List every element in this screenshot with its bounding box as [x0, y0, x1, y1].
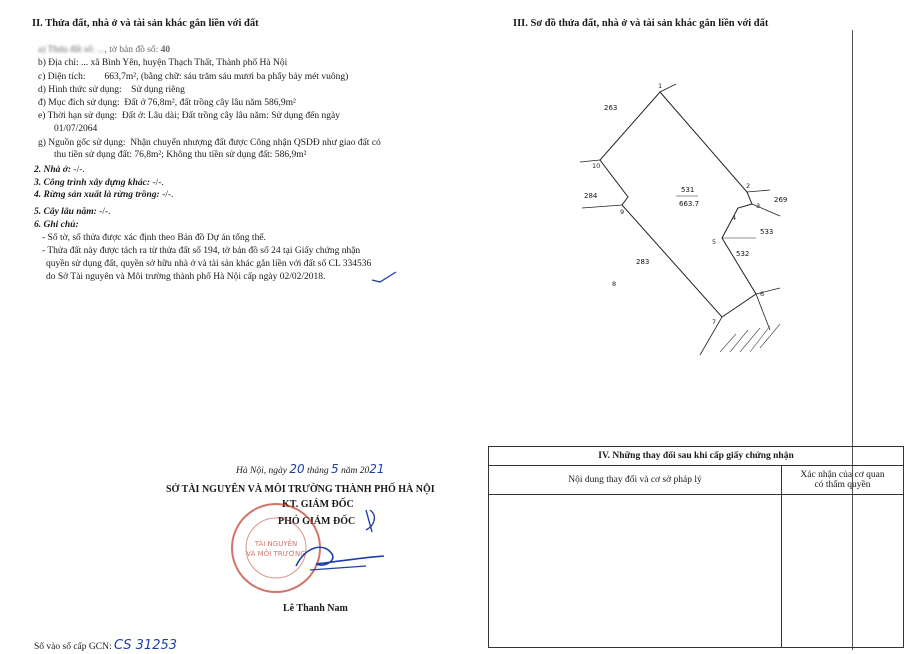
map-sheet-number: 40 [160, 45, 171, 55]
vertex-label: 2 [746, 182, 751, 190]
register-line: Số vào sổ cấp GCN: CS 31253 [34, 638, 178, 653]
svg-text:TÀI NGUYÊN: TÀI NGUYÊN [254, 540, 298, 548]
date-day: 20 [289, 462, 305, 476]
kt-director: KT. GIÁM ĐỐC [282, 499, 354, 510]
vertex-label: 5 [712, 238, 717, 246]
vertex-label: 6 [760, 290, 765, 298]
check-mark-icon [370, 270, 400, 286]
section-iii-title: III. Sơ đồ thửa đất, nhà ở và tài sản khác gắn liền với đất [513, 18, 769, 29]
boundary-line [700, 317, 722, 355]
changes-title: IV. Những thay đổi sau khi cấp giấy chứng nhận [489, 447, 904, 466]
changes-table [488, 446, 904, 648]
vertex-label: 10 [592, 162, 601, 170]
lot-number: 531 [681, 186, 695, 194]
neighbor-lot-269: 269 [774, 196, 788, 204]
changes-content-cell [489, 495, 782, 648]
boundary-line [747, 190, 770, 192]
note-1: - Số tờ, số thửa được xác định theo Bản đồ Dự án tổng thể. [42, 233, 266, 243]
vertex-label: 9 [620, 208, 625, 216]
parcel-number-blur: a) Thửa đất số: ... [38, 45, 105, 55]
vertex-label: 7 [712, 318, 717, 326]
house-line: 2. Nhà ở: -/-. [34, 165, 85, 175]
neighbor-lot-263: 263 [604, 104, 618, 112]
usage-form-line: d) Hình thức sử dụng: Sử dụng riêng [38, 85, 185, 95]
neighbor-lot-284: 284 [584, 192, 598, 200]
area-line: c) Diện tích: 663,7m², (bằng chữ: sáu trăm sáu mươi ba phẩy bảy mét vuông) [38, 72, 349, 82]
boundary-line [582, 205, 622, 208]
note-2c: do Sở Tài nguyên và Môi trường thành phố Hà Nội cấp ngày 02/02/2018. [46, 272, 326, 282]
vertex-label: 4 [732, 214, 737, 222]
perennial-line: 5. Cây lâu năm: -/-. [34, 207, 111, 217]
usage-term-line: e) Thời hạn sử dụng: Đất ở: Lâu dài; Đất trồng cây lâu năm: Sử dụng đến ngày [38, 111, 340, 121]
date-line: Hà Nội, ngày 20 tháng 5 năm 2021 [236, 462, 385, 476]
signature-scribble-icon [266, 506, 396, 576]
usage-term-date: 01/07/2064 [54, 124, 98, 134]
svg-text:VÀ MÔI TRƯỜNG: VÀ MÔI TRƯỜNG [246, 550, 306, 558]
signer-name: Lê Thanh Nam [283, 603, 348, 614]
neighbor-lot-283: 283 [636, 258, 650, 266]
other-construction-line: 3. Công trình xây dựng khác: -/-. [34, 178, 164, 188]
note-2a: - Thửa đất này được tách ra từ thửa đất số 194, tờ bản đồ số 24 tại Giấy chứng nhận [42, 246, 361, 256]
vertex-label: 3 [756, 202, 761, 210]
date-year: 21 [369, 462, 385, 476]
origin-line-2: thu tiền sử dụng đất: 76,8m²; Không thu tiền sử dụng đất: 586,9m² [54, 150, 307, 160]
boundary-line [722, 208, 738, 238]
boundary-line [756, 294, 770, 330]
changes-confirm-cell [782, 495, 904, 648]
vertex-label: 8 [612, 280, 617, 288]
road-hatching [720, 324, 780, 352]
section-ii-title: II. Thửa đất, nhà ở và tài sản khác gắn liền với đất [32, 18, 259, 29]
neighbor-lot-532: 532 [736, 250, 750, 258]
forest-line: 4. Rừng sản xuất là rừng trồng: -/-. [34, 190, 174, 200]
address-line: b) Địa chỉ: ... xã Bình Yên, huyện Thạch Thất, Thành phố Hà Nội [38, 58, 288, 68]
notes-heading: 6. Ghi chú: [34, 220, 79, 230]
register-number: CS 31253 [113, 638, 178, 653]
changes-col-confirm: Xác nhận của cơ quan có thẩm quyền [782, 466, 904, 495]
parcel-diagram [570, 80, 790, 360]
parcel-line: a) Thửa đất số: ..., tờ bản đồ số: 40 [38, 45, 171, 55]
lot-area: 663.7 [679, 200, 700, 208]
changes-col-content: Nội dung thay đổi và cơ sở pháp lý [489, 466, 782, 495]
neighbor-lot-533: 533 [760, 228, 774, 236]
note-2b: quyền sử dụng đất, quyền sở hữu nhà ở và tài sản khác gắn liền với đất số CL 334536 [46, 259, 372, 269]
boundary-line [660, 84, 676, 92]
agency-name: SỞ TÀI NGUYÊN VÀ MÔI TRƯỜNG THÀNH PHỐ HÀ NỘI [166, 484, 435, 495]
deputy-director: PHÓ GIÁM ĐỐC [278, 516, 356, 527]
origin-line: g) Nguồn gốc sử dụng: Nhận chuyển nhượng đất được Công nhận QSDĐ như giao đất có [38, 138, 381, 148]
usage-purpose-line: đ) Mục đích sử dụng: Đất ở 76,8m², đất trồng cây lâu năm 586,9m² [38, 98, 296, 108]
date-month: 5 [330, 462, 339, 476]
vertex-label: 1 [658, 82, 663, 90]
